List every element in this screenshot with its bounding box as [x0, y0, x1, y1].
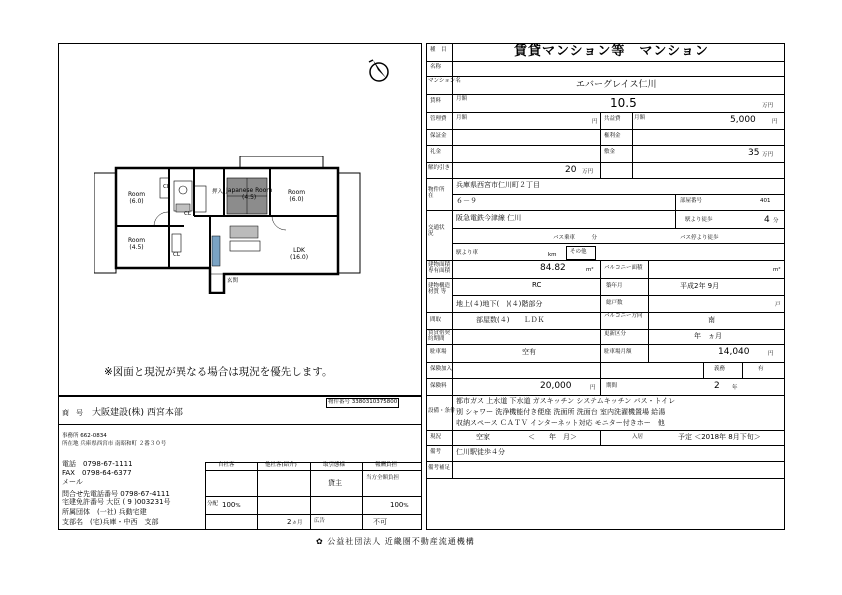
bus-ride: バス乗車 分 — [553, 235, 598, 241]
mini-pct2: 100% — [390, 501, 409, 509]
ins-fee: 20,000 — [540, 381, 572, 391]
mini-h4: 報酬負担 — [375, 462, 398, 468]
ins-fee-unit: 円 — [590, 385, 596, 391]
building-name: エバーグレイス仁川 — [576, 80, 657, 90]
name-label: 名称 — [430, 64, 442, 70]
built-label: 築年月 — [606, 283, 623, 289]
closet-label: CL — [173, 252, 180, 258]
move-value: 予定 ＜2018年 8月下旬＞ — [678, 433, 761, 441]
mini-ad: 広告 — [314, 518, 326, 524]
renewal-label: 更新区分 — [604, 331, 627, 337]
mgmt-month: 月額 — [456, 115, 468, 121]
floors: 地上(４)地下( )(４)階部分 — [456, 300, 543, 308]
transport-label: 交通状況 — [428, 225, 445, 237]
mini-h3: 取引態様 — [323, 462, 346, 468]
permit-number: 宅建免許番号 大臣 ( 9 )003231号 — [62, 498, 171, 506]
ins-term: 2 — [714, 381, 720, 391]
layout-value: 部屋数(４) ＬＤＫ — [476, 316, 545, 324]
address-line2: ６－９ — [456, 197, 477, 205]
location-label: 物件所在 — [428, 187, 445, 199]
common-yen: 円 — [772, 119, 778, 125]
type-label: 種 目 — [430, 47, 447, 53]
ins-fee-label: 保険料 — [430, 383, 447, 389]
room-label-japanese: Japanese Room (4.5) — [226, 187, 273, 201]
mail: メール — [62, 478, 83, 486]
room-label-3: Room (4.5) — [128, 237, 146, 251]
by-car: 駅より車 — [456, 250, 479, 256]
closet-label: CL — [184, 211, 191, 217]
equipment-line: 別 シャワー 洗浄機能付き便座 洗面所 洗面台 室内洗濯機置場 給湯 — [456, 408, 666, 416]
built-value: 平成2年 9月 — [680, 282, 720, 290]
remarks-value: 仁川駅徒歩４分 — [456, 448, 505, 456]
mini-pct1: 100% — [222, 501, 241, 509]
ins-term-unit: 年 — [732, 385, 738, 391]
shikikin-value: 35 — [748, 148, 760, 158]
contract-period: 年 ヵ月 — [694, 332, 722, 340]
notes-label: 備考補足 — [428, 465, 451, 471]
area-value: 84.82 — [540, 263, 566, 273]
mini-impossible: 不可 — [373, 518, 387, 526]
key-money-label: 権利金 — [604, 133, 621, 139]
ins-term-label: 期間 — [606, 383, 618, 389]
mgmt-label: 管理費 — [430, 116, 447, 122]
room-no: 401 — [760, 198, 771, 204]
parking-fee-unit: 円 — [768, 351, 774, 357]
mini-share: 分配 — [207, 501, 219, 507]
name-sub-label: マンション名 — [428, 78, 461, 84]
deduction-unit: 万円 — [582, 169, 594, 175]
rent-label: 賃料 — [430, 98, 442, 104]
room-label-2: Room (6.0) — [288, 189, 306, 203]
common-value: 5,000 — [730, 115, 756, 125]
license-number: 物件番号 3380310375800 — [326, 398, 399, 408]
parking-label: 駐車場 — [430, 349, 447, 355]
contract-label: 賃貸借契約期間 — [428, 330, 451, 342]
office-postal: 事務所 662-0834 — [62, 433, 107, 439]
area-unit: m² — [586, 267, 594, 273]
shikikin-unit: 万円 — [762, 152, 774, 158]
branch: 支部名 (宅)兵庫・中西 支部 — [62, 518, 159, 526]
parking-fee: 14,040 — [718, 347, 750, 357]
walk-minutes: 4 — [764, 215, 770, 225]
footer-logo-icon: ✿ — [316, 537, 324, 546]
equipment-line: 都市ガス 上水道 下水道 ガスキッチン システムキッチン バス・トイレ — [456, 397, 676, 405]
room-label-1: Room (6.0) — [128, 191, 146, 205]
layout-label: 間取 — [430, 317, 442, 323]
insurance-req: 義務 — [714, 366, 726, 372]
mini-payer: 当方全額負担 — [366, 475, 400, 481]
office-address: 所在地 兵庫県西宮市 南昭和町 ２番３０号 — [62, 441, 167, 447]
address-line1: 兵庫県西宮市仁川町２丁目 — [456, 181, 540, 189]
insurance-yes: 有 — [758, 366, 764, 372]
reikin-label: 礼金 — [430, 149, 442, 155]
insurance-label: 保険加入 — [430, 366, 453, 372]
units-label: 総戸数 — [606, 300, 623, 306]
mini-h1: 自社客 — [218, 462, 235, 468]
tel: 電話 0798-67-1111 — [62, 460, 133, 468]
company-label: 商 号 — [62, 409, 83, 417]
entrance-label: 玄関 — [227, 278, 239, 284]
balcony-label: バルコニー面積 — [604, 265, 643, 271]
common-label: 共益費 — [604, 116, 621, 122]
mini-h2: 他社客(紹介) — [265, 462, 297, 468]
oshiire-label: 押入 — [212, 189, 224, 195]
deduction-label: 解約引き — [428, 165, 451, 171]
units-unit: 戸 — [775, 302, 781, 308]
structure-label: 建物構造 材質 等 — [428, 283, 451, 295]
listing-title: 賃貸マンション等 マンション — [514, 44, 709, 59]
km-label: km — [548, 252, 557, 258]
contact-phone: 問合せ先電話番号 0798-67-4111 — [62, 490, 170, 498]
balcony-dir-label: バルコニー方向 — [604, 313, 643, 319]
company-name: 大阪建設(株) 西宮本部 — [92, 408, 183, 418]
mgmt-yen: 円 — [592, 119, 598, 125]
remarks-label: 備考 — [430, 449, 442, 455]
parking-fee-label: 駐車場月額 — [604, 349, 632, 355]
floor-plan — [94, 156, 362, 294]
other-tag: その他 — [566, 246, 596, 260]
area-label: 建物面積 専有面積 — [428, 262, 451, 274]
footer-org: ✿ 公益社団法人 近畿圏不動産流通機構 — [316, 537, 475, 546]
room-label-ldk: LDK (16.0) — [290, 247, 309, 261]
balcony-dir: 南 — [708, 316, 715, 324]
balcony-unit: m² — [773, 267, 781, 273]
room-no-label: 部屋番号 — [680, 198, 703, 204]
structure-value: RC — [532, 281, 542, 289]
status-value: 空家 — [476, 433, 490, 441]
floorplan-notice: ※図面と現況が異なる場合は現況を優先します。 — [104, 366, 333, 378]
common-month: 月額 — [634, 115, 646, 121]
walk-unit: 分 — [773, 218, 779, 224]
status-label: 現況 — [430, 434, 442, 440]
parking-status: 空有 — [522, 348, 536, 356]
fax: FAX 0798-64-6377 — [62, 469, 132, 477]
equipment-label: 設備・条件 — [428, 408, 456, 414]
rent-value: 10.5 — [610, 96, 637, 110]
compass-icon — [364, 56, 394, 84]
move-label: 入居 — [632, 434, 644, 440]
walk-label: 駅より徒歩 — [685, 217, 713, 223]
mini-months: 2ヵ月 — [287, 518, 303, 526]
bus-stop-walk: バス停より徒歩 — [680, 235, 719, 241]
rent-month: 月額 — [456, 96, 468, 102]
status-date: ＜ 年 月＞ — [528, 433, 577, 441]
deposit-label: 保証金 — [430, 133, 447, 139]
member-org: 所属団体 (一社) 兵動宅建 — [62, 508, 147, 516]
shikikin-label: 敷金 — [604, 149, 616, 155]
station: 阪急電鉄今津線 仁川 — [456, 214, 522, 222]
rent-currency: 万円 — [762, 103, 774, 109]
mini-role: 貸主 — [328, 479, 342, 487]
closet-label: CL — [163, 184, 170, 190]
deduction-value: 20 — [565, 165, 577, 175]
equipment-line: 収納スペース ＣＡＴＶ インターネット対応 モニター付きホー 他 — [456, 419, 665, 427]
